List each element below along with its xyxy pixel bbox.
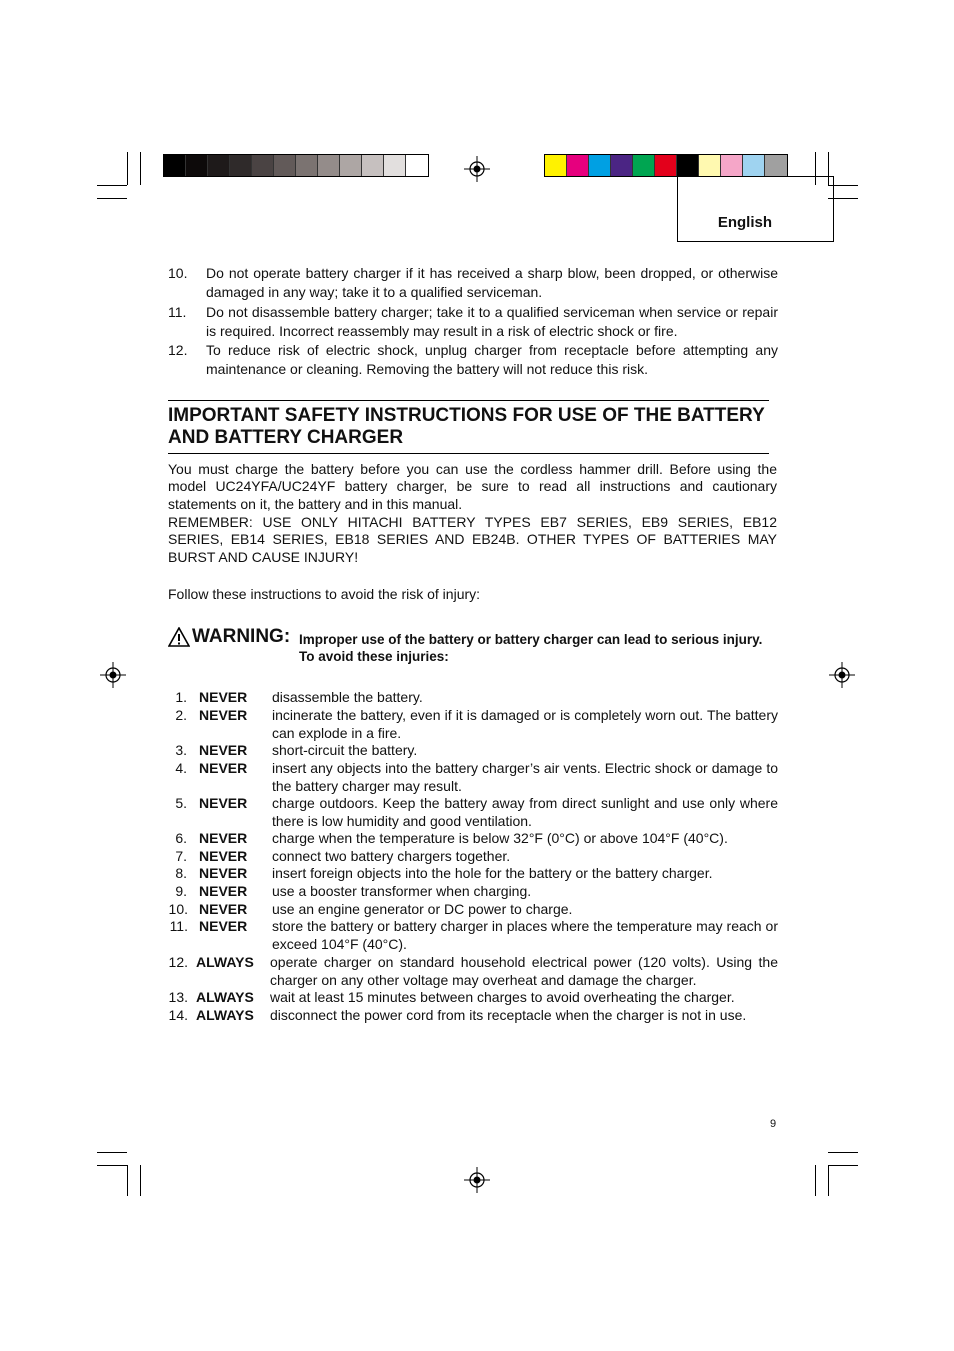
rule-keyword: NEVER bbox=[199, 830, 248, 846]
rule-number: 12. bbox=[168, 954, 188, 970]
registration-mark-icon bbox=[100, 662, 126, 688]
rule-keyword: ALWAYS bbox=[196, 954, 254, 970]
rule-keyword: NEVER bbox=[199, 848, 248, 864]
language-tab bbox=[677, 176, 834, 242]
rule-number: 14. bbox=[168, 1007, 188, 1023]
rule-number: 2. bbox=[175, 707, 187, 723]
color-swatch bbox=[230, 155, 252, 176]
crop-mark bbox=[127, 1165, 128, 1196]
rule-keyword: NEVER bbox=[199, 689, 248, 705]
crop-mark bbox=[828, 1165, 858, 1166]
rule-item bbox=[168, 848, 778, 866]
rule-text: wait at least 15 minutes between charges to avoid overheating the charger. bbox=[270, 989, 735, 1005]
rule-text: charge outdoors. Keep the battery away from direct sunlight and use only where there is low humidity and good ventilation. bbox=[272, 795, 778, 829]
color-swatch bbox=[274, 155, 296, 176]
crop-mark bbox=[828, 1152, 858, 1153]
rule-number: 5. bbox=[175, 795, 187, 811]
color-swatch bbox=[384, 155, 406, 176]
color-swatch bbox=[633, 155, 655, 176]
color-swatch bbox=[721, 155, 743, 176]
color-swatch bbox=[186, 155, 208, 176]
paragraph: Follow these instructions to avoid the risk of injury: bbox=[168, 586, 481, 602]
rule-item bbox=[168, 830, 778, 848]
crop-mark bbox=[97, 198, 127, 199]
rule-text: connect two battery chargers together. bbox=[272, 848, 511, 864]
rule-keyword: NEVER bbox=[199, 795, 248, 811]
crop-mark bbox=[815, 1165, 816, 1196]
rule-text: insert foreign objects into the hole for the battery or the battery charger. bbox=[272, 865, 713, 881]
paragraph: REMEMBER: USE ONLY HITACHI BATTERY TYPES EB7 SERIES, EB9 SERIES, EB12 SERIES, EB14 SERIES, EB18 SERIES AND EB24B. OTHER TYPES OF BATTERIES MAY BURST AND CAUSE INJURY! bbox=[168, 514, 777, 565]
rule-number: 3. bbox=[175, 742, 187, 758]
section-heading: IMPORTANT SAFETY INSTRUCTIONS FOR USE OF THE BATTERY AND BATTERY CHARGER bbox=[168, 405, 765, 448]
rule-item bbox=[168, 707, 778, 742]
grayscale-color-bar bbox=[163, 154, 429, 177]
crop-mark bbox=[127, 152, 128, 185]
color-swatch bbox=[589, 155, 611, 176]
rule-keyword: NEVER bbox=[199, 865, 248, 881]
item-text: To reduce risk of electric shock, unplug charger from receptacle before attempting any maintenance or cleaning. Removing the battery will not reduce this risk. bbox=[206, 342, 778, 377]
rule-item bbox=[168, 954, 778, 989]
rule-number: 7. bbox=[175, 848, 187, 864]
color-swatch bbox=[545, 155, 567, 176]
rule-item bbox=[168, 901, 778, 919]
crop-mark bbox=[97, 1152, 127, 1153]
list-item bbox=[168, 264, 778, 302]
rule-text: disconnect the power cord from its receptacle when the charger is not in use. bbox=[270, 1007, 747, 1023]
rule-number: 6. bbox=[175, 830, 187, 846]
registration-mark-icon bbox=[464, 1167, 490, 1193]
process-color-bar bbox=[544, 154, 788, 177]
warning-triangle-icon bbox=[168, 627, 190, 647]
rule-number: 13. bbox=[168, 989, 188, 1005]
registration-mark-icon bbox=[464, 156, 490, 182]
item-number: 10. bbox=[168, 265, 188, 281]
color-swatch bbox=[743, 155, 765, 176]
divider bbox=[168, 453, 769, 454]
color-swatch bbox=[699, 155, 721, 176]
item-text: Do not disassemble battery charger; take it to a qualified serviceman when service or repair is required. Incorrect reassembly may result in a risk of electric shock or fire. bbox=[206, 304, 778, 339]
rule-number: 4. bbox=[175, 760, 187, 776]
rule-keyword: ALWAYS bbox=[196, 1007, 254, 1023]
language-label: English bbox=[717, 214, 772, 231]
color-swatch bbox=[362, 155, 384, 176]
list-item bbox=[168, 341, 778, 379]
color-swatch bbox=[252, 155, 274, 176]
rule-text: use a booster transformer when charging. bbox=[272, 883, 532, 899]
rule-item bbox=[168, 795, 778, 830]
list-item bbox=[168, 303, 778, 341]
color-swatch bbox=[318, 155, 340, 176]
warning-line: To avoid these injuries: bbox=[299, 649, 449, 664]
item-number: 11. bbox=[168, 304, 187, 320]
rule-text: incinerate the battery, even if it is damaged or is completely worn out. The battery can explode in a fire. bbox=[272, 707, 778, 741]
rule-item bbox=[168, 689, 778, 707]
warning-label: WARNING: bbox=[192, 626, 291, 647]
rule-text: store the battery or battery charger in places where the temperature may reach or exceed 104°F (40°C). bbox=[272, 918, 778, 952]
crop-mark bbox=[828, 1165, 829, 1196]
rule-item bbox=[168, 989, 778, 1007]
color-swatch bbox=[208, 155, 230, 176]
rule-number: 10. bbox=[168, 901, 188, 917]
rule-item bbox=[168, 865, 778, 883]
rule-keyword: NEVER bbox=[199, 883, 248, 899]
color-swatch bbox=[406, 155, 428, 176]
rule-keyword: NEVER bbox=[199, 742, 248, 758]
item-text: Do not operate battery charger if it has received a sharp blow, been dropped, or otherwise damaged in any way; take it to a qualified serviceman. bbox=[206, 265, 778, 300]
rule-text: insert any objects into the battery charger’s air vents. Electric shock or damage to the battery charger may result. bbox=[272, 760, 778, 794]
color-swatch bbox=[611, 155, 633, 176]
rule-keyword: NEVER bbox=[199, 901, 248, 917]
rule-item bbox=[168, 918, 778, 953]
color-swatch bbox=[567, 155, 589, 176]
divider bbox=[168, 400, 769, 401]
crop-mark bbox=[97, 1165, 127, 1166]
page-number: 9 bbox=[770, 1118, 777, 1130]
color-swatch bbox=[655, 155, 677, 176]
color-swatch bbox=[164, 155, 186, 176]
rule-number: 9. bbox=[175, 883, 187, 899]
color-swatch bbox=[765, 155, 787, 176]
rule-item bbox=[168, 883, 778, 901]
color-swatch bbox=[296, 155, 318, 176]
registration-mark-icon bbox=[829, 662, 855, 688]
rule-keyword: NEVER bbox=[199, 760, 248, 776]
rule-item bbox=[168, 760, 778, 795]
rule-text: charge when the temperature is below 32°F (0°C) or above 104°F (40°C). bbox=[272, 830, 728, 846]
rule-keyword: ALWAYS bbox=[196, 989, 254, 1005]
warning-line: Improper use of the battery or battery charger can lead to serious injury. bbox=[299, 632, 763, 647]
crop-mark bbox=[140, 152, 141, 185]
warning-text bbox=[299, 631, 779, 665]
crop-mark bbox=[97, 185, 127, 186]
rule-keyword: NEVER bbox=[199, 918, 248, 934]
paragraph: You must charge the battery before you can use the cordless hammer drill. Before using the model UC24YFA/UC24YF battery charger, be sure to read all instructions and cautionary statements on it, the battery and in this manual. bbox=[168, 461, 777, 512]
color-swatch bbox=[677, 155, 699, 176]
crop-mark bbox=[140, 1165, 141, 1196]
rule-number: 8. bbox=[175, 865, 187, 881]
item-number: 12. bbox=[168, 342, 188, 358]
rule-text: disassemble the battery. bbox=[272, 689, 423, 705]
color-swatch bbox=[340, 155, 362, 176]
rule-text: use an engine generator or DC power to charge. bbox=[272, 901, 573, 917]
rule-number: 11. bbox=[169, 918, 188, 934]
rule-text: short-circuit the battery. bbox=[272, 742, 418, 758]
rule-item bbox=[168, 742, 778, 760]
rule-text: operate charger on standard household electrical power (120 volts). Using the charger on any other voltage may overheat and damage the charger. bbox=[270, 954, 778, 988]
rule-number: 1. bbox=[175, 689, 187, 705]
rule-keyword: NEVER bbox=[199, 707, 248, 723]
warning-heading bbox=[168, 626, 290, 648]
rule-item bbox=[168, 1007, 778, 1025]
